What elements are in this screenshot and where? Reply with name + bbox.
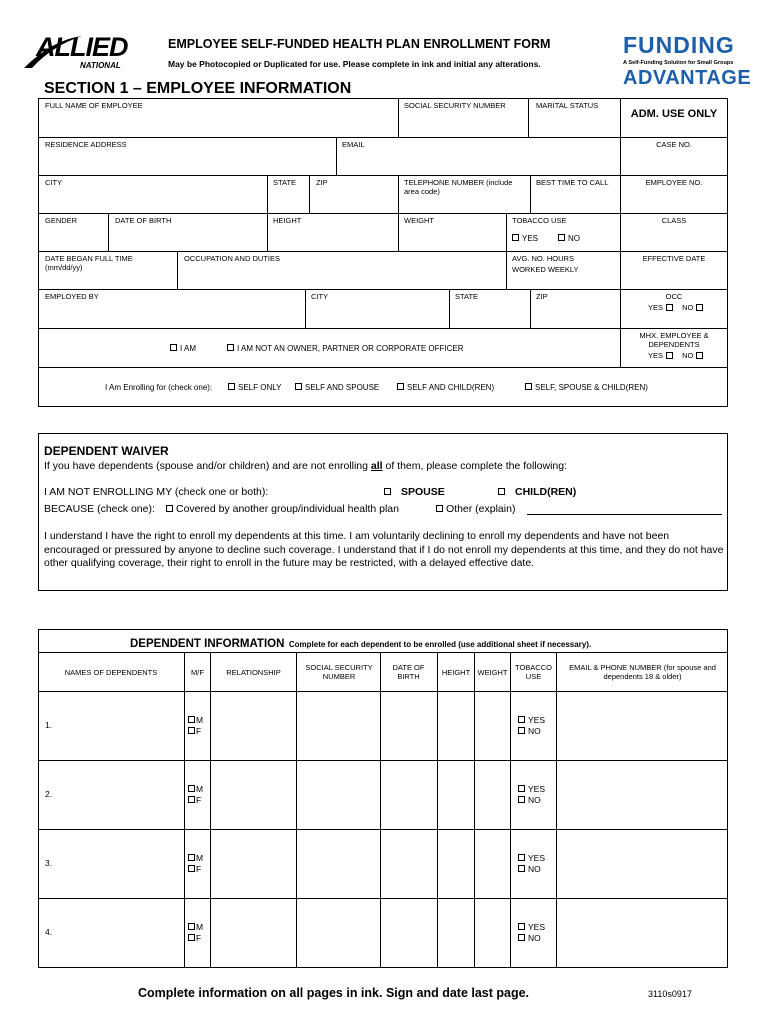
- gender-field[interactable]: [40, 228, 106, 250]
- occupation-field[interactable]: [179, 266, 504, 288]
- self-only-option[interactable]: [228, 383, 281, 392]
- marital-status-label: MARITAL STATUS: [536, 101, 599, 110]
- self-only-text: SELF ONLY: [238, 383, 282, 392]
- telephone-field[interactable]: [400, 198, 528, 212]
- tobacco-no-option[interactable]: [518, 864, 541, 874]
- occ-no-checkbox[interactable]: [696, 304, 703, 311]
- tobacco-no-option[interactable]: [558, 234, 580, 243]
- gender-m-text: M: [196, 784, 204, 794]
- gender-m-text: M: [196, 853, 204, 863]
- gender-f-option[interactable]: [188, 726, 201, 736]
- self-spouse-children-text: SELF, SPOUSE & CHILD(REN): [535, 383, 648, 392]
- tobacco-no-text: NO: [568, 234, 580, 243]
- tobacco-label: TOBACCO USE: [512, 216, 567, 225]
- employer-state-label: STATE: [455, 292, 479, 301]
- other-checkbox[interactable]: [436, 505, 443, 512]
- gender-m-option[interactable]: [188, 922, 203, 932]
- gender-m-checkbox[interactable]: [188, 854, 195, 861]
- adm-use-only-header: ADM. USE ONLY: [630, 108, 718, 120]
- tobacco-no-checkbox[interactable]: [518, 934, 525, 941]
- tobacco-no-option[interactable]: [518, 795, 541, 805]
- tobacco-no-checkbox[interactable]: [518, 727, 525, 734]
- col-weight: WEIGHT: [477, 668, 508, 677]
- col-names: NAMES OF DEPENDENTS: [64, 668, 158, 677]
- self-children-text: SELF AND CHILD(REN): [407, 383, 495, 392]
- mhx-yes-checkbox[interactable]: [666, 352, 673, 359]
- state-label: STATE: [273, 178, 297, 187]
- best-time-label: BEST TIME TO CALL: [536, 178, 609, 187]
- employed-by-label: EMPLOYED BY: [45, 292, 99, 301]
- city-field[interactable]: [40, 190, 265, 212]
- mhx-yes-text: YES: [648, 351, 664, 360]
- relationship-field[interactable]: [211, 833, 295, 893]
- i-am-checkbox[interactable]: [170, 344, 177, 351]
- residence-label: RESIDENCE ADDRESS: [45, 140, 127, 149]
- covered-checkbox[interactable]: [166, 505, 173, 512]
- self-spouse-option[interactable]: [295, 383, 379, 392]
- tobacco-no-checkbox[interactable]: [518, 865, 525, 872]
- waiver-intro-pre: If you have dependents (spouse and/or children) and are not enrolling: [44, 460, 371, 472]
- full-name-label: FULL NAME OF EMPLOYEE: [45, 101, 143, 110]
- table-row: [38, 898, 728, 967]
- employer-state-field[interactable]: [451, 304, 528, 327]
- tobacco-yes-option[interactable]: [512, 234, 538, 243]
- dependent-email-field[interactable]: [558, 833, 724, 893]
- date-format-label: (mm/dd/yy): [45, 263, 83, 272]
- occupation-label: OCCUPATION AND DUTIES: [184, 254, 280, 263]
- marital-status-field[interactable]: [530, 112, 618, 136]
- mhx-no-checkbox[interactable]: [696, 352, 703, 359]
- dependent-info-note: Complete for each dependent to be enrolled (use additional sheet if necessary).: [288, 640, 592, 649]
- waiver-intro-post: of them, please complete the following:: [382, 460, 568, 472]
- occ-no-text: NO: [682, 303, 694, 312]
- relationship-field[interactable]: [211, 902, 295, 962]
- dependent-number: 4.: [45, 927, 53, 937]
- footer-code: 3110s0917: [648, 989, 692, 999]
- i-am-not-option[interactable]: [227, 344, 464, 353]
- mhx-no-text: NO: [682, 351, 694, 360]
- self-spouse-text: SELF AND SPOUSE: [305, 383, 380, 392]
- waiver-spouse-text: SPOUSE: [401, 486, 445, 498]
- enrolling-for-label: I Am Enrolling for (check one):: [105, 383, 213, 392]
- tobacco-yes-checkbox[interactable]: [518, 854, 525, 861]
- city-label: CITY: [45, 178, 63, 187]
- tobacco-no-text: NO: [528, 933, 541, 943]
- gender-f-checkbox[interactable]: [188, 865, 195, 872]
- date-began-label: DATE BEGAN FULL TIME: [45, 254, 133, 263]
- email-label: EMAIL: [342, 140, 365, 149]
- dependent-weight-field[interactable]: [475, 695, 510, 755]
- dependent-name-field[interactable]: [58, 695, 182, 755]
- tobacco-yes-text: YES: [522, 234, 539, 243]
- occ-yes-checkbox[interactable]: [666, 304, 673, 311]
- i-am-not-text: I AM NOT AN OWNER, PARTNER OR CORPORATE OFFICER: [237, 344, 464, 353]
- form-title: EMPLOYEE SELF-FUNDED HEALTH PLAN ENROLLMENT FORM: [168, 37, 551, 51]
- col-dob: DATE OF BIRTH: [392, 663, 425, 681]
- telephone-label: TELEPHONE NUMBER (include area code): [404, 178, 513, 196]
- dob-label: DATE OF BIRTH: [115, 216, 172, 225]
- tobacco-no-text: NO: [528, 726, 541, 736]
- gender-m-option[interactable]: [188, 784, 203, 794]
- dependent-weight-field[interactable]: [475, 764, 510, 824]
- gender-f-text: F: [196, 933, 202, 943]
- avg-hours-label: AVG. NO. HOURS: [512, 254, 574, 263]
- section-title: SECTION 1 – EMPLOYEE INFORMATION: [44, 80, 352, 97]
- class-label: CLASS: [661, 216, 687, 225]
- residence-field[interactable]: [40, 150, 334, 174]
- dependent-ssn-field[interactable]: [297, 695, 379, 755]
- gender-m-checkbox[interactable]: [188, 923, 195, 930]
- allied-logo-sub: NATIONAL: [80, 61, 121, 70]
- tobacco-yes-checkbox[interactable]: [518, 923, 525, 930]
- employed-by-field[interactable]: [40, 304, 303, 327]
- dependent-height-field[interactable]: [438, 902, 473, 962]
- gender-f-text: F: [196, 726, 202, 736]
- dependent-info-title-row: [130, 634, 591, 652]
- gender-f-checkbox[interactable]: [188, 796, 195, 803]
- waiver-spouse-checkbox[interactable]: [384, 488, 391, 495]
- dob-field[interactable]: [110, 228, 265, 250]
- worked-weekly-label: WORKED WEEKLY: [512, 265, 579, 274]
- dependent-ssn-field[interactable]: [297, 902, 379, 962]
- effective-date-label: EFFECTIVE DATE: [642, 254, 706, 263]
- fa-tag-text: A Self-Funding Solution for Small Groups: [623, 60, 734, 66]
- table-row: [38, 760, 728, 829]
- dependent-name-field[interactable]: [58, 764, 182, 824]
- waiver-intro: [44, 460, 567, 472]
- dependent-number: 2.: [45, 789, 53, 799]
- self-spouse-children-checkbox[interactable]: [525, 383, 532, 390]
- dependent-ssn-field[interactable]: [297, 764, 379, 824]
- gender-m-option[interactable]: [188, 853, 203, 863]
- tobacco-no-checkbox[interactable]: [558, 234, 565, 241]
- tobacco-no-checkbox[interactable]: [518, 796, 525, 803]
- gender-f-checkbox[interactable]: [188, 934, 195, 941]
- col-ssn: SOCIAL SECURITY NUMBER: [305, 663, 373, 681]
- mhx-label: MHX. EMPLOYEE & DEPENDENTS: [639, 331, 709, 349]
- tobacco-yes-checkbox[interactable]: [512, 234, 519, 241]
- dependent-dob-field[interactable]: [381, 833, 436, 893]
- form-subtitle: May be Photocopied or Duplicated for use. Please complete in ink and initial any alterations.: [168, 59, 541, 69]
- other-explain-line[interactable]: [527, 514, 722, 515]
- not-enrolling-label: I AM NOT ENROLLING MY (check one or both):: [44, 486, 269, 498]
- employer-zip-label: ZIP: [536, 292, 548, 301]
- height-field[interactable]: [269, 228, 396, 250]
- gender-f-checkbox[interactable]: [188, 727, 195, 734]
- case-no-label: CASE NO.: [656, 140, 692, 149]
- occ-yes-text: YES: [648, 303, 664, 312]
- best-time-field[interactable]: [532, 190, 618, 212]
- waiver-children-text: CHILD(REN): [515, 486, 577, 498]
- tobacco-yes-text: YES: [528, 715, 546, 725]
- dependent-name-field[interactable]: [58, 833, 182, 893]
- waiver-paragraph: I understand I have the right to enroll my dependents at this time. I am voluntarily declining to enroll my dependents and have not been encouraged or pressured by anyone to decline such coverage. I understand that if I do not enroll my dependents at this time, and they do not have other qualifying coverage, their right to enroll in the future may be restricted, with a delayed effective date.: [44, 530, 724, 569]
- dependent-email-field[interactable]: [558, 695, 724, 755]
- dependent-number: 1.: [45, 720, 53, 730]
- tobacco-yes-checkbox[interactable]: [518, 785, 525, 792]
- gender-f-option[interactable]: [188, 795, 201, 805]
- gender-f-option[interactable]: [188, 864, 201, 874]
- self-spouse-children-option[interactable]: [525, 383, 648, 392]
- tobacco-yes-text: YES: [528, 922, 546, 932]
- waiver-children-option[interactable]: [498, 486, 576, 498]
- zip-field[interactable]: [311, 190, 396, 212]
- tobacco-yes-option[interactable]: [518, 853, 545, 863]
- tobacco-no-text: NO: [528, 795, 541, 805]
- fa-bottom-text: ADVANTAGE: [623, 67, 752, 89]
- dependent-height-field[interactable]: [438, 764, 473, 824]
- gender-label: GENDER: [45, 216, 78, 225]
- employer-city-field[interactable]: [307, 304, 447, 327]
- full-name-field[interactable]: [40, 112, 396, 136]
- gender-m-checkbox[interactable]: [188, 785, 195, 792]
- allied-logo: [22, 30, 137, 75]
- tobacco-no-option[interactable]: [518, 933, 541, 943]
- gender-m-text: M: [196, 715, 204, 725]
- email-field[interactable]: [338, 150, 618, 174]
- waiver-intro-all: all: [370, 460, 383, 472]
- tobacco-no-option[interactable]: [518, 726, 541, 736]
- dependent-number: 3.: [45, 858, 53, 868]
- covered-text: Covered by another group/individual health plan: [176, 503, 399, 515]
- employer-city-label: CITY: [311, 292, 329, 301]
- dependent-dob-field[interactable]: [381, 764, 436, 824]
- i-am-option[interactable]: [170, 344, 196, 353]
- col-email: EMAIL & PHONE NUMBER (for spouse and dependents 18 & older): [569, 663, 716, 681]
- col-height: HEIGHT: [441, 668, 471, 677]
- funding-advantage-logo: [620, 32, 752, 92]
- tobacco-yes-text: YES: [528, 853, 546, 863]
- tobacco-yes-text: YES: [528, 784, 546, 794]
- col-mf: M/F: [191, 668, 204, 677]
- because-label: BECAUSE (check one):: [44, 503, 155, 515]
- dependent-height-field[interactable]: [438, 833, 473, 893]
- tobacco-yes-checkbox[interactable]: [518, 716, 525, 723]
- dependent-email-field[interactable]: [558, 764, 724, 824]
- ssn-label: SOCIAL SECURITY NUMBER: [404, 101, 506, 110]
- employee-no-label: EMPLOYEE NO.: [645, 178, 703, 187]
- self-only-checkbox[interactable]: [228, 383, 235, 390]
- dependent-height-field[interactable]: [438, 695, 473, 755]
- mhx-options: [648, 351, 706, 360]
- occ-options: [648, 303, 706, 312]
- state-field[interactable]: [269, 190, 307, 212]
- relationship-field[interactable]: [211, 764, 295, 824]
- employer-zip-field[interactable]: [532, 304, 618, 327]
- occ-label: OCC: [665, 292, 683, 301]
- dependent-email-field[interactable]: [558, 902, 724, 962]
- weight-label: WEIGHT: [404, 216, 434, 225]
- covered-option[interactable]: [166, 503, 399, 515]
- other-option[interactable]: [436, 503, 515, 515]
- gender-f-text: F: [196, 864, 202, 874]
- date-began-field[interactable]: [40, 273, 175, 288]
- col-tobacco: TOBACCO USE: [515, 663, 552, 681]
- self-children-checkbox[interactable]: [397, 383, 404, 390]
- dependent-weight-field[interactable]: [475, 902, 510, 962]
- other-text: Other (explain): [446, 503, 516, 515]
- fa-top-text: FUNDING: [623, 32, 735, 58]
- gender-m-option[interactable]: [188, 715, 203, 725]
- dependent-dob-field[interactable]: [381, 695, 436, 755]
- gender-m-checkbox[interactable]: [188, 716, 195, 723]
- i-am-not-checkbox[interactable]: [227, 344, 234, 351]
- zip-label: ZIP: [316, 178, 328, 187]
- gender-m-text: M: [196, 922, 204, 932]
- gender-f-option[interactable]: [188, 933, 201, 943]
- weight-field[interactable]: [400, 228, 504, 250]
- relationship-field[interactable]: [211, 695, 295, 755]
- self-children-option[interactable]: [397, 383, 494, 392]
- tobacco-yes-option[interactable]: [518, 715, 545, 725]
- dependent-name-field[interactable]: [58, 902, 182, 962]
- self-spouse-checkbox[interactable]: [295, 383, 302, 390]
- dependent-info-title: DEPENDENT INFORMATION: [130, 638, 285, 650]
- col-relationship: RELATIONSHIP: [226, 668, 281, 677]
- waiver-spouse-option[interactable]: [384, 486, 445, 498]
- ssn-field[interactable]: [400, 112, 526, 136]
- tobacco-yes-option[interactable]: [518, 922, 545, 932]
- table-row: [38, 829, 728, 898]
- dependent-dob-field[interactable]: [381, 902, 436, 962]
- footer-note: Complete information on all pages in ink. Sign and date last page.: [138, 986, 530, 1000]
- waiver-title: DEPENDENT WAIVER: [44, 444, 169, 458]
- table-row: [38, 691, 728, 760]
- dependent-weight-field[interactable]: [475, 833, 510, 893]
- waiver-children-checkbox[interactable]: [498, 488, 505, 495]
- gender-f-text: F: [196, 795, 202, 805]
- dependent-ssn-field[interactable]: [297, 833, 379, 893]
- i-am-text: I AM: [180, 344, 197, 353]
- tobacco-no-text: NO: [528, 864, 541, 874]
- allied-logo-text: ALLIED: [36, 32, 128, 62]
- height-label: HEIGHT: [273, 216, 302, 225]
- tobacco-yes-option[interactable]: [518, 784, 545, 794]
